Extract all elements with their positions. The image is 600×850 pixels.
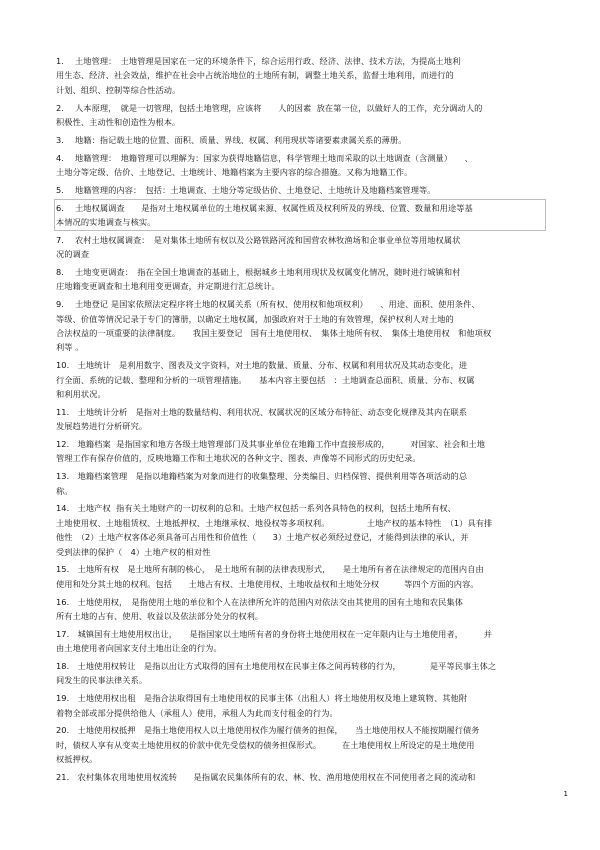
entry-line: 时，债权人享有从变卖土地使用权的价款中优先受偿权的债务担保形式。 在土地使用权上所设定的是土地使用 bbox=[56, 739, 475, 750]
entry-line: 权抵押权。 bbox=[56, 754, 98, 765]
entry-line: 由土地使用者向国家支付土地出让金的行为。 bbox=[56, 643, 222, 654]
entry-10 bbox=[56, 358, 544, 401]
entry-line: 间发生的民事法律关系。 bbox=[56, 675, 148, 686]
page-number: 1 bbox=[563, 790, 568, 798]
entry-line: 11. 土地统计分析 是指对土地的数量结构、利用状况、权属状况的区域分布特征、动态变化规律及其内在联系 bbox=[56, 406, 468, 417]
entry-line: 15. 土地所有权 是土地所有制的核心， 是土地所有制的法律表现形式， 是土地所有者在法律规定的范围内自由 bbox=[56, 564, 484, 575]
entry-2 bbox=[56, 101, 544, 130]
entry-line: 受到法律的保护（ 4）土地产权的相对性 bbox=[56, 546, 211, 557]
entry-line: 20. 土地使用权抵押 是指土地使用权人以土地使用权作为履行债务的担保， 当土地使用权人不能按期履行债务 bbox=[56, 725, 480, 736]
entry-line: 本情况的实地调查与核实。 bbox=[56, 217, 156, 228]
entry-line: 土地分等定级、估价、土地登记、土地统计、地籍档案为主要内容的综合措施。又称为地籍工作。 bbox=[56, 167, 413, 178]
entry-line: 和利用状况。 bbox=[56, 389, 106, 400]
entry-line: 管理工作有保存价值的，反映地籍工作和土地状况的各种文字、图表、声像等不同形式的历史纪录。 bbox=[56, 453, 421, 464]
entry-line: 8. 土地变更调查： 指在全国土地调查的基础上，根据城乡土地利用现状及权属变化情况，随时进行城镇和村 bbox=[56, 267, 461, 278]
entry-line: 使用和处分其土地的权利。包括 土地占有权、土地使用权、土地收益权和土地处分权 等四个方面的内容。 bbox=[56, 578, 479, 589]
entry-13 bbox=[56, 469, 544, 498]
entry-line: 13. 地籍档案管理 是指以地籍档案为对象而进行的收集整理、分类编目、归档保管、提供利用等各项活动的总 bbox=[56, 471, 468, 482]
entry-line: 1. 土地管理： 土地管理是国家在一定的环境条件下，综合运用行政、经济、法律、技术方法，为提高土地利 bbox=[56, 56, 461, 66]
entry-6 bbox=[56, 201, 544, 230]
entry-19 bbox=[56, 691, 544, 720]
entry-line: 12. 地籍档案 是指国家和地方各级土地管理部门及其事业单位在地籍工作中直接形成的， 对国家、社会和土地 bbox=[56, 439, 486, 450]
entry-line: 6. 土地权属调查 是指对土地权属单位的土地权属来源、权属性质及权利所及的界线、位置、数量和用途等基 bbox=[56, 202, 473, 213]
entry-line: 21. 农村集体农用地使用权流转 是指属农民集体所有的农、林、牧、渔用地使用权在不同使用者之间的流动和 bbox=[56, 772, 476, 783]
entry-line: 7. 农村土地权属调查： 是对集体土地所有权以及公路铁路河流和国营农林牧渔场和企事业单位等用地权属状 bbox=[56, 234, 461, 245]
entry-line: 况的调查 bbox=[56, 249, 90, 260]
entry-line: 4. 地籍管理： 地籍管理可以理解为：国家为获得地籍信息，科学管理土地而采取的以土地调查（含测量） 、 bbox=[56, 152, 473, 163]
entry-line: 5. 地籍管理的内容： 包括：土地调查、土地分等定级估价、土地登记、土地统计及地籍档案管理等。 bbox=[56, 184, 436, 195]
entry-line: 用生态、经济、社会效益，维护在社会中占统治地位的土地所有制，调整土地关系，监督土地利用，而进行的 bbox=[56, 70, 454, 81]
entry-4 bbox=[56, 151, 544, 180]
entry-9 bbox=[56, 297, 544, 355]
entry-line: 3. 地籍：指记载土地的位置、面积、质量、界线、权属、利用现状等诸要素隶属关系的薄册。 bbox=[56, 134, 407, 145]
entry-5 bbox=[56, 183, 544, 197]
entry-8 bbox=[56, 265, 544, 294]
entry-line: 17. 城镇国有土地使用权出让， 是指国家以土地所有者的身份将土地使用权在一定年限内让与土地使用者， 并 bbox=[56, 628, 493, 639]
entry-line: 9. 土地登记 是国家依照法定程序将土地的权属关系（所有权、使用权和他项权利） 、用途、面积、使用条件、 bbox=[56, 299, 480, 310]
entry-3 bbox=[56, 133, 544, 147]
entry-line: 计划、组织、控制等综合性活动。 bbox=[56, 84, 181, 95]
entry-21 bbox=[56, 770, 544, 784]
entry-line: 14. 土地产权 指有关土地财产的一切权利的总和。土地产权包括一系列各具特色的权利，包括土地所有权、 bbox=[56, 503, 456, 514]
entry-line: 土地使用权、土地租赁权、土地抵押权、土地继承权、地役权等多项权利。 土地产权的基本特性 （1）具有排 bbox=[56, 517, 493, 528]
entry-18 bbox=[56, 659, 544, 688]
entry-15 bbox=[56, 562, 544, 591]
entry-7 bbox=[56, 233, 544, 262]
entry-line: 等级、价值等情况记录于专门的簿册，以确定土地权属，加强政府对于土地的有效管理，保护权利人对土地的 bbox=[56, 313, 454, 324]
entry-line: 他性 （2）土地产权客体必须具备可占用性和价值性（ 3）土地产权必须经过登记，才能得到法律的承认，并 bbox=[56, 532, 469, 543]
entry-14 bbox=[56, 501, 544, 559]
entry-line: 2. 人本原理， 就是一切管理，包括土地管理，应该将 人的因素 放在第一位，以做好人的工作，充分调动人的 bbox=[56, 102, 483, 113]
entry-line: 19. 土地使用权出租 是指合法取得国有土地使用权的民事主体（出租人）将土地使用权及地上建筑物、其他附 bbox=[56, 693, 468, 704]
entry-line: 所有土地的占有、使用、收益以及依法部分处分的权利。 bbox=[56, 611, 264, 622]
entry-17 bbox=[56, 627, 544, 656]
entry-line: 合法权益的一项重要的法律制度。 我国主要登记 国有土地使用权、 集体土地所有权、 集体土地使用权 和他项权 bbox=[56, 328, 492, 339]
entry-line: 称。 bbox=[56, 485, 73, 496]
entry-line: 发展趋势进行分析研究。 bbox=[56, 421, 148, 432]
entry-line: 18. 土地使用权转让 是指以出让方式取得的国有土地使用权在民事主体之间再转移的行为， 是平等民事主体之 bbox=[56, 661, 497, 672]
entry-line: 10. 土地统计 是利用数字、图表及文字资料，对土地的数量、质量、分布、权属和利用状况及其动态变化，进 bbox=[56, 360, 468, 371]
entry-16 bbox=[56, 595, 544, 624]
entry-20 bbox=[56, 723, 544, 766]
entry-line: 行全面、系统的记载、整理和分析的一项管理措施。 基本内容主要包括 ：土地调查总面积、质量、分布、权属 bbox=[56, 374, 475, 385]
entry-line: 积极性、主动性和创造性为根本。 bbox=[56, 117, 181, 128]
entry-11 bbox=[56, 405, 544, 434]
entry-line: 利等 。 bbox=[56, 342, 84, 353]
entry-12 bbox=[56, 437, 544, 466]
entry-line: 16. 土地使用权， 是指使用土地的单位和个人在法律所允许的范围内对依法交由其使用的国有土地和农民集体 bbox=[56, 596, 464, 607]
entry-line: 庄地籍变更调查和土地利用变更调查，并定期进行汇总统计。 bbox=[56, 281, 280, 292]
entry-line: 着物全部或部分提供给他人（承租人）使用，承租人为此而支付租金的行为。 bbox=[56, 707, 338, 718]
entry-1 bbox=[56, 54, 544, 97]
entry-list bbox=[56, 54, 544, 788]
